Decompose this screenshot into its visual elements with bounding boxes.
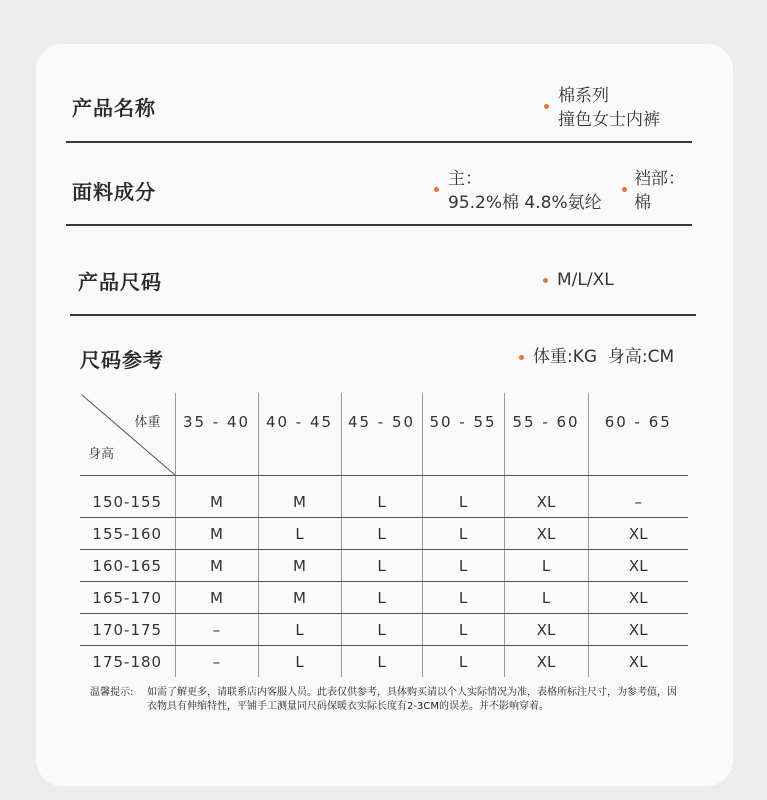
size-cell: L [504,550,588,582]
fabric-crotch-title: 裆部： [634,169,685,189]
size-cell: L [422,614,504,646]
fabric-main-title: 主： [448,169,482,189]
table-row [80,486,688,518]
size-cell: M [175,518,258,550]
weight-column-header: 55 - 60 [504,393,588,476]
table-row [80,550,688,582]
size-cell: XL [504,646,588,678]
corner-cell [80,393,175,476]
height-row-header: 155-160 [80,518,175,550]
size-cell: L [341,582,422,614]
height-row-header: 150-155 [80,486,175,518]
size-cell: L [422,550,504,582]
size-cell: XL [504,486,588,518]
size-cell: XL [588,582,688,614]
size-cell: XL [588,646,688,678]
tips-note [90,686,677,712]
weight-column-header: 50 - 55 [422,393,504,476]
height-row-header: 175-180 [92,652,163,671]
size-cell: – [588,486,688,518]
table-row [80,614,688,646]
size-cell: L [341,646,422,678]
product-name-line1: 棉系列 [558,86,609,106]
size-cell: M [258,486,341,518]
size-cell: L [258,614,341,646]
weight-column-header: 60 - 65 [588,393,688,476]
size-cell: XL [588,550,688,582]
size-cell: XL [588,614,688,646]
corner-weight-label: 体重 [134,415,161,430]
size-cell: XL [504,614,588,646]
bullet-dot [434,187,439,192]
size-cell: L [341,550,422,582]
divider [70,314,696,316]
height-row-header: 165-170 [80,582,175,614]
product-name-label: 产品名称 [72,96,156,120]
size-cell: M [258,550,341,582]
size-cell: XL [588,518,688,550]
height-row-header: 160-165 [80,550,175,582]
size-label: 产品尺码 [78,270,162,294]
size-cell: L [504,582,588,614]
size-cell: L [341,486,422,518]
product-name-line2: 撞色女士内裤 [558,110,660,130]
corner-height-label: 身高 [88,447,115,462]
bullet-dot [622,187,627,192]
fabric-main-value: 95.2%棉 4.8%氨纶 [448,193,602,213]
weight-column-header: 40 - 45 [258,393,341,476]
size-cell: M [258,582,341,614]
table-header-row [80,393,688,476]
size-reference-label: 尺码参考 [80,348,164,372]
fabric-label: 面料成分 [72,180,156,204]
table-row [80,582,688,614]
weight-column-header: 45 - 50 [341,393,422,476]
bullet-dot [544,104,549,109]
size-cell: L [422,518,504,550]
size-cell: M [175,486,258,518]
size-cell: L [258,646,341,678]
size-cell: L [341,614,422,646]
divider [66,224,692,226]
table-row [80,646,688,678]
size-cell: – [175,646,258,678]
size-cell: – [175,614,258,646]
size-cell: L [422,486,504,518]
divider [66,141,692,143]
bullet-dot [519,355,524,360]
size-value: M/L/XL [557,270,614,290]
size-reference-units: 体重:KG 身高:CM [533,347,675,367]
tips-text: 如需了解更多，请联系店内客服人员。此表仅供参考，具体购买请以个人实际情况为准，表格所标注尺寸，为参考值，因衣物具有伸缩特性，平铺手工测量同尺码保暖衣实际长度有2-3CM的误差。并不影响穿着。 [147,687,677,712]
size-cell: L [422,646,504,678]
table-row [80,518,688,550]
weight-column-header: 35 - 40 [175,393,258,476]
size-chart-table [80,393,688,677]
size-cell: L [422,582,504,614]
size-cell: L [258,518,341,550]
tips-title: 温馨提示: [90,687,134,698]
diagonal-line [80,393,175,475]
size-cell: XL [504,518,588,550]
height-row-header: 170-175 [80,614,175,646]
bullet-dot [543,278,548,283]
fabric-crotch-value: 棉 [634,193,651,213]
size-cell: M [175,550,258,582]
size-cell: M [175,582,258,614]
size-cell: L [341,518,422,550]
